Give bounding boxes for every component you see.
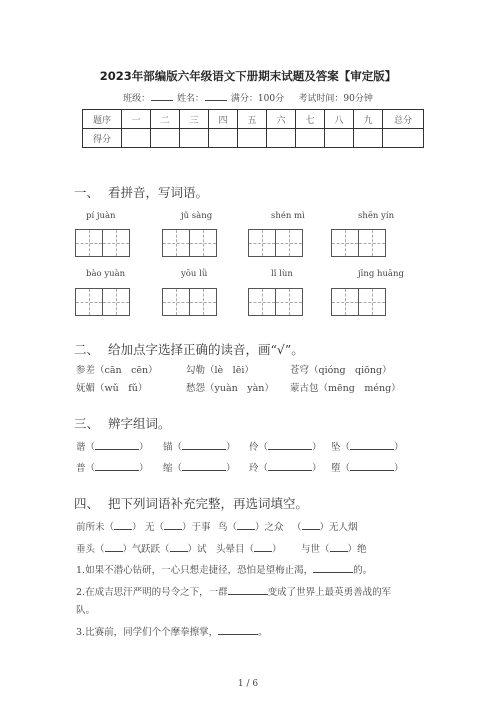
idiom-row-1: 前所未（ ） 无（ ）于事 鸟（ ）之众 （ ）无人烟 — [76, 522, 358, 533]
section-3-heading: 三、 辨字组词。 — [74, 416, 171, 431]
idiom-row-2: 垂头（ ）气跃跃（ ）试 头晕目（ ） 与世（ ）绝 — [76, 544, 367, 555]
reading-choice-4[interactable]: 妩媚（wǔ fǔ） — [76, 383, 148, 394]
question-2: 2.在成吉思汗严明的号令之下，一群 变成了世界上最英勇善战的军 — [76, 587, 392, 598]
idiom-blank[interactable] — [254, 542, 272, 552]
reading-choice-5[interactable]: 愁怨（yuàn yàn） — [186, 383, 274, 394]
pinyin-4: shēn yín — [358, 211, 395, 221]
answer-blank[interactable] — [350, 461, 394, 471]
writing-grid-6[interactable] — [162, 288, 217, 316]
reading-choice-3[interactable]: 苍穹（qióng qiōng） — [290, 365, 392, 376]
answer-blank[interactable] — [95, 440, 139, 450]
pinyin-6: yōu lǜ — [181, 269, 208, 279]
idiom-blank[interactable] — [302, 520, 320, 530]
idiom-blank[interactable] — [105, 542, 123, 552]
writing-grid-8[interactable] — [331, 288, 386, 316]
answer-blank[interactable] — [182, 461, 226, 471]
section-2-heading: 二、 给加点字选择正确的读音，画“√”。 — [74, 342, 304, 357]
reading-choice-2[interactable]: 勾勒（lè lēi） — [186, 365, 254, 376]
pinyin-3: shén mì — [271, 211, 305, 221]
pinyin-5: bào yuàn — [86, 269, 126, 279]
word-group-row-2: 普（ ） 缩（ ） 玲（ ） 堕（ ） — [76, 463, 404, 474]
idiom-blank[interactable] — [114, 520, 132, 530]
fill-blank[interactable] — [313, 563, 353, 573]
writing-grid-4[interactable] — [331, 229, 386, 257]
word-group-row-1: 谐（ ） 锚（ ） 伶（ ） 坠（ ） — [76, 442, 404, 453]
reading-choice-1[interactable]: 参差（cān cēn） — [76, 365, 158, 376]
writing-grid-3[interactable] — [248, 229, 303, 257]
name-blank[interactable] — [205, 92, 227, 101]
exam-info: 班级： 姓名： 满分：100分 考试时间：90分钟 — [123, 94, 373, 104]
pinyin-7: lǐ lùn — [271, 269, 293, 279]
question-3: 3.比赛前，同学们个个摩拳擦掌， 。 — [76, 627, 268, 638]
writing-grid-5[interactable] — [75, 288, 130, 316]
answer-blank[interactable] — [268, 461, 312, 471]
question-2-cont: 队。 — [76, 605, 96, 616]
idiom-blank[interactable] — [170, 542, 188, 552]
class-blank[interactable] — [151, 92, 173, 101]
pinyin-8: jīng huāng — [358, 269, 404, 279]
pinyin-2: jǔ sàng — [181, 211, 213, 221]
score-table: 题序 一 二 三 四 五 六 七 八 九 总分 得分 — [82, 109, 424, 148]
question-1: 1.如果不潜心钻研，一心只想走捷径，恐怕是望梅止渴， 的。 — [76, 565, 373, 576]
page-number: 1 / 6 — [237, 679, 259, 689]
section-4-heading: 四、 把下列词语补充完整，再选词填空。 — [74, 496, 309, 511]
answer-blank[interactable] — [350, 440, 394, 450]
fill-blank[interactable] — [218, 625, 258, 635]
idiom-blank[interactable] — [330, 542, 348, 552]
answer-blank[interactable] — [182, 440, 226, 450]
writing-grid-1[interactable] — [75, 229, 130, 257]
idiom-blank[interactable] — [164, 520, 182, 530]
fill-blank[interactable] — [228, 585, 268, 595]
section-1-heading: 一、 看拼音，写词语。 — [74, 185, 209, 200]
writing-grid-2[interactable] — [162, 229, 217, 257]
reading-choice-6[interactable]: 蒙古包（mēng méng） — [290, 383, 401, 394]
answer-blank[interactable] — [95, 461, 139, 471]
answer-blank[interactable] — [268, 440, 312, 450]
pinyin-1: pí juàn — [86, 211, 116, 221]
page-title: 2023年部编版六年级语文下册期末试题及答案【审定版】 — [99, 69, 397, 83]
idiom-blank[interactable] — [237, 520, 255, 530]
writing-grid-7[interactable] — [248, 288, 303, 316]
